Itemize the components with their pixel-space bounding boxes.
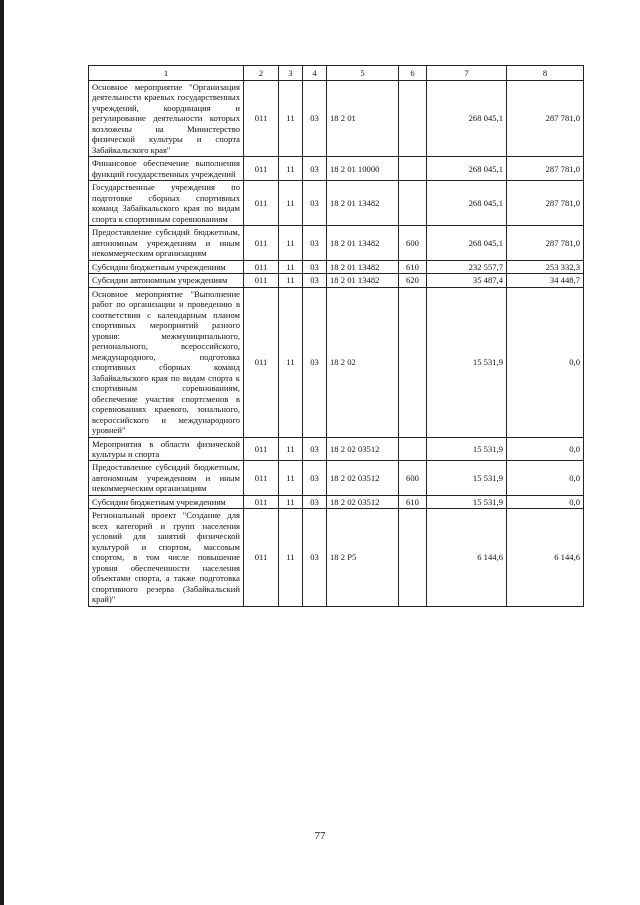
- table-row: [89, 260, 584, 273]
- cell-section: 11: [279, 181, 303, 226]
- page-number: 77: [314, 830, 326, 842]
- cell-target-article: 18 2 01 13482: [327, 181, 399, 226]
- cell-amount-1: 268 045,1: [427, 181, 507, 226]
- cell-amount-2: 287 781,0: [507, 226, 584, 260]
- cell-ministry: 011: [244, 260, 279, 273]
- cell-target-article: 18 2 01: [327, 81, 399, 157]
- cell-amount-2: 0,0: [507, 287, 584, 437]
- cell-ministry: 011: [244, 287, 279, 437]
- cell-section: 11: [279, 509, 303, 606]
- header-cell: 4: [303, 66, 327, 81]
- cell-amount-2: 0,0: [507, 437, 584, 461]
- cell-subsection: 03: [303, 509, 327, 606]
- table-row: [89, 274, 584, 287]
- cell-expense-type: 600: [399, 461, 427, 495]
- table-row: [89, 226, 584, 260]
- cell-ministry: 011: [244, 226, 279, 260]
- cell-subsection: 03: [303, 437, 327, 461]
- cell-expense-type: [399, 437, 427, 461]
- row-description: Субсидии бюджетным учреждениям: [89, 495, 244, 508]
- table-row: [89, 287, 584, 437]
- cell-ministry: 011: [244, 81, 279, 157]
- table-row: [89, 437, 584, 461]
- cell-amount-1: 15 531,9: [427, 287, 507, 437]
- table-row: [89, 81, 584, 157]
- row-description: Основное мероприятие "Выполнение работ по организации и проведению в соответствии с календарным планом спортивных мероприятий разного уровня: межмуниципального, регионального, всероссийского, международного, подготовка спортивных сборных команд Забайкальского края по видам спорта к спортивным соревнованиям, обеспечение участия спортсменов в соревнованиях краевого, зонального, всероссийского и международного уровней": [89, 287, 244, 437]
- cell-subsection: 03: [303, 81, 327, 157]
- cell-amount-1: 6 144,6: [427, 509, 507, 606]
- cell-ministry: 011: [244, 509, 279, 606]
- cell-target-article: 18 2 P5: [327, 509, 399, 606]
- cell-amount-2: 253 332,3: [507, 260, 584, 273]
- cell-ministry: 011: [244, 461, 279, 495]
- cell-target-article: 18 2 01 13482: [327, 274, 399, 287]
- cell-amount-1: 268 045,1: [427, 81, 507, 157]
- cell-expense-type: 620: [399, 274, 427, 287]
- cell-ministry: 011: [244, 437, 279, 461]
- cell-subsection: 03: [303, 274, 327, 287]
- cell-amount-2: 0,0: [507, 461, 584, 495]
- cell-expense-type: 610: [399, 495, 427, 508]
- cell-target-article: 18 2 01 13482: [327, 260, 399, 273]
- table-row: [89, 181, 584, 226]
- row-description: Региональный проект "Создание для всех категорий и групп населения условий для занятий физической культурой и спортом, массовым спортом, в том числе повышение уровня обеспеченности населения объектами спорта, а также подготовка спортивного резерва (Забайкальский край)": [89, 509, 244, 606]
- cell-amount-2: 287 781,0: [507, 157, 584, 181]
- cell-subsection: 03: [303, 157, 327, 181]
- cell-section: 11: [279, 226, 303, 260]
- cell-section: 11: [279, 157, 303, 181]
- table-row: [89, 509, 584, 606]
- cell-subsection: 03: [303, 260, 327, 273]
- header-cell: 5: [327, 66, 399, 81]
- row-description: Предоставление субсидий бюджетным, автономным учреждениям и иным некоммерческим организациям: [89, 461, 244, 495]
- cell-amount-1: 15 531,9: [427, 495, 507, 508]
- cell-amount-1: 232 557,7: [427, 260, 507, 273]
- row-description: Основное мероприятие "Организация деятельности краевых государственных учреждений, координация и регулирование деятельности которых возложены на Министерство физической культуры и спорта Забайкальского края": [89, 81, 244, 157]
- header-cell: 2: [244, 66, 279, 81]
- header-cell: 8: [507, 66, 584, 81]
- row-description: Предоставление субсидий бюджетным, автономным учреждениям и иным некоммерческим организациям: [89, 226, 244, 260]
- row-description: Финансовое обеспечение выполнения функций государственных учреждений: [89, 157, 244, 181]
- cell-target-article: 18 2 02 03512: [327, 437, 399, 461]
- cell-expense-type: [399, 287, 427, 437]
- table-row: [89, 157, 584, 181]
- cell-amount-1: 35 487,4: [427, 274, 507, 287]
- cell-section: 11: [279, 274, 303, 287]
- cell-subsection: 03: [303, 495, 327, 508]
- row-description: Субсидии бюджетным учреждениям: [89, 260, 244, 273]
- budget-table: [88, 65, 584, 607]
- cell-subsection: 03: [303, 226, 327, 260]
- cell-section: 11: [279, 437, 303, 461]
- cell-ministry: 011: [244, 495, 279, 508]
- cell-amount-1: 268 045,1: [427, 157, 507, 181]
- cell-expense-type: 600: [399, 226, 427, 260]
- cell-ministry: 011: [244, 181, 279, 226]
- cell-amount-2: 0,0: [507, 495, 584, 508]
- cell-expense-type: [399, 157, 427, 181]
- cell-amount-2: 287 781,0: [507, 181, 584, 226]
- cell-ministry: 011: [244, 274, 279, 287]
- cell-amount-1: 268 045,1: [427, 226, 507, 260]
- header-cell: 7: [427, 66, 507, 81]
- cell-section: 11: [279, 495, 303, 508]
- cell-amount-1: 15 531,9: [427, 461, 507, 495]
- cell-subsection: 03: [303, 287, 327, 437]
- cell-subsection: 03: [303, 181, 327, 226]
- cell-expense-type: [399, 181, 427, 226]
- cell-expense-type: 610: [399, 260, 427, 273]
- table-row: [89, 495, 584, 508]
- cell-target-article: 18 2 01 13482: [327, 226, 399, 260]
- row-description: Мероприятия в области физической культуры и спорта: [89, 437, 244, 461]
- row-description: Государственные учреждения по подготовке сборных спортивных команд Забайкальского края по видам спорта к спортивным соревнованиям: [89, 181, 244, 226]
- cell-subsection: 03: [303, 461, 327, 495]
- cell-expense-type: [399, 81, 427, 157]
- cell-target-article: 18 2 02: [327, 287, 399, 437]
- header-row: [89, 66, 584, 81]
- cell-amount-1: 15 531,9: [427, 437, 507, 461]
- header-cell: 6: [399, 66, 427, 81]
- cell-target-article: 18 2 01 10000: [327, 157, 399, 181]
- cell-target-article: 18 2 02 03512: [327, 495, 399, 508]
- cell-target-article: 18 2 02 03512: [327, 461, 399, 495]
- cell-ministry: 011: [244, 157, 279, 181]
- cell-expense-type: [399, 509, 427, 606]
- cell-section: 11: [279, 81, 303, 157]
- cell-amount-2: 287 781,0: [507, 81, 584, 157]
- header-cell: 1: [89, 66, 244, 81]
- header-cell: 3: [279, 66, 303, 81]
- cell-section: 11: [279, 461, 303, 495]
- scan-edge: [0, 0, 4, 905]
- table-row: [89, 461, 584, 495]
- cell-section: 11: [279, 260, 303, 273]
- cell-amount-2: 6 144,6: [507, 509, 584, 606]
- row-description: Субсидии автономным учреждениям: [89, 274, 244, 287]
- cell-section: 11: [279, 287, 303, 437]
- cell-amount-2: 34 448,7: [507, 274, 584, 287]
